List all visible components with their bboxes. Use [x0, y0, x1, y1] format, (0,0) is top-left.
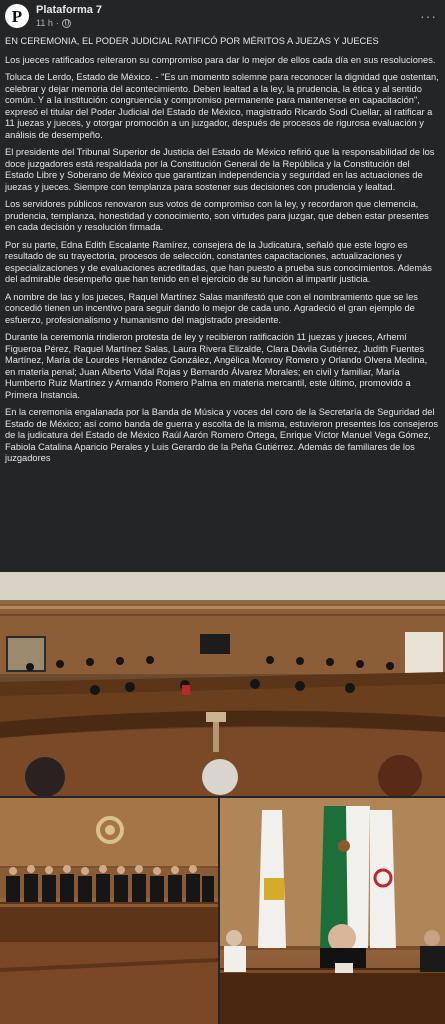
post-title: EN CEREMONIA, EL PODER JUDICIAL RATIFICÓ POR MÉRITOS A JUEZAS Y JUECES — [5, 36, 379, 46]
post-time[interactable]: 11 h — [36, 18, 53, 28]
post-paragraph: Los servidores públicos renovaron sus votos de compromiso con la ley, y recordaron que clemencia, prudencia, templanza, honestidad y conocimiento, son virtudes para juzgar, que deben estar presentes en cada decisión y resolución firmada. — [5, 199, 429, 232]
post-paragraph: Por su parte, Edna Edith Escalante Ramírez, consejera de la Judicatura, señaló que este logro es resultado de su trayectoria, procesos de selección, constantes capacitaciones, actualizaciones y especializaciones y de evaluaciones acreditadas, que han puesto a prueba sus conocimientos. Además del admirable desempeño que han tenido en el ejercicio de su función al impartir justicia. — [5, 239, 432, 284]
courtroom-illustration — [0, 572, 445, 796]
group-illustration — [0, 798, 218, 1024]
post-paragraph: El presidente del Tribunal Superior de Justicia del Estado de México refirió que la responsabilidad de los doce juzgadores está respaldada por la Constitución General de la República y la Constitución del Estado Libre y Soberano de México que garantizan independencia y seguridad en las actuaciones de juezas y jueces. Siempre con templanza para sostener sus decisiones con prudencia y lealtad. — [5, 147, 435, 192]
meta-separator: · — [55, 18, 59, 28]
post-paragraph: Toluca de Lerdo, Estado de México. - "Es un momento solemne para reconocer la dignidad que ostentan, celebrar y dejar memoria del acontecimiento. Deben lealtad a la ley, la prudencia, la ética y al sentido común. Y a la institución: congruencia y compromiso permanente para mantenerse en capacitación", expresó el titular del Poder Judicial del Estado de México, magistrado Ricardo Sodi Cuellar, al ratificar a 11 juezas y jueces, y otorgar promoción a un juzgador, después de procesos de rigurosa evaluación y análisis de desempeño. — [5, 72, 439, 140]
globe-icon — [62, 19, 71, 28]
more-options-icon[interactable]: ··· — [420, 8, 437, 24]
post-paragraph: Los jueces ratificados reiteraron su compromiso para dar lo mejor de ellos cada día en sus resoluciones. — [5, 54, 436, 65]
post-paragraph: Durante la ceremonia rindieron protesta de ley y recibieron ratificación 11 juezas y jueces, Arhemí Figueroa Pérez, Raquel Martínez Salas, Laura Rivera Elizalde, Clara Dávila Gutiérrez, Judith Fuentes Martínez, María de Lourdes Hernández González, Angélica Monroy Romero y Orlando Olvera Medina, en materia penal; Juan Alberto Vidal Rojas y Bernardo Álvarez Morales; en civil y familiar, María Humberto Ruiz Martínez y Armando Romero Palma en materia mercantil, este último, promovido a Primera Instancia. — [5, 332, 428, 400]
post-paragraph: En la ceremonia engalanada por la Banda de Música y voces del coro de la Secretaría de Seguridad del Estado de México; así como banda de guerra y escolta de la misma, estuvieron presentes los consejeros de la judicatura del Estado de México Raúl Aarón Romero Ortega, Enrique Víctor Manuel Vega Gómez, Fabiola Catalina Aparicio Perales y Luis Gerardo de la Peña Gutiérrez. Además de familiares de los juzgadores — [5, 407, 439, 463]
post-photo-judges-group[interactable] — [0, 798, 218, 1024]
page-name-link[interactable]: Plataforma 7 — [36, 4, 103, 16]
post-photo-presidium[interactable] — [220, 798, 445, 1024]
post-body — [0, 34, 445, 465]
post-paragraph: A nombre de las y los jueces, Raquel Martínez Salas manifestó que con el nombramiento que se les concedió tienen un incentivo para seguir dando lo mejor de cada uno. Agradeció el gran ejemplo de esfuerzo, profesionalismo y humanismo del magistrado presidente. — [5, 291, 418, 325]
presidium-illustration — [220, 798, 445, 1024]
post-photo-courtroom[interactable] — [0, 572, 445, 796]
avatar-logo-icon: P — [11, 6, 23, 26]
post-header — [0, 0, 445, 34]
page-avatar[interactable] — [5, 4, 29, 28]
post-meta — [36, 18, 71, 28]
